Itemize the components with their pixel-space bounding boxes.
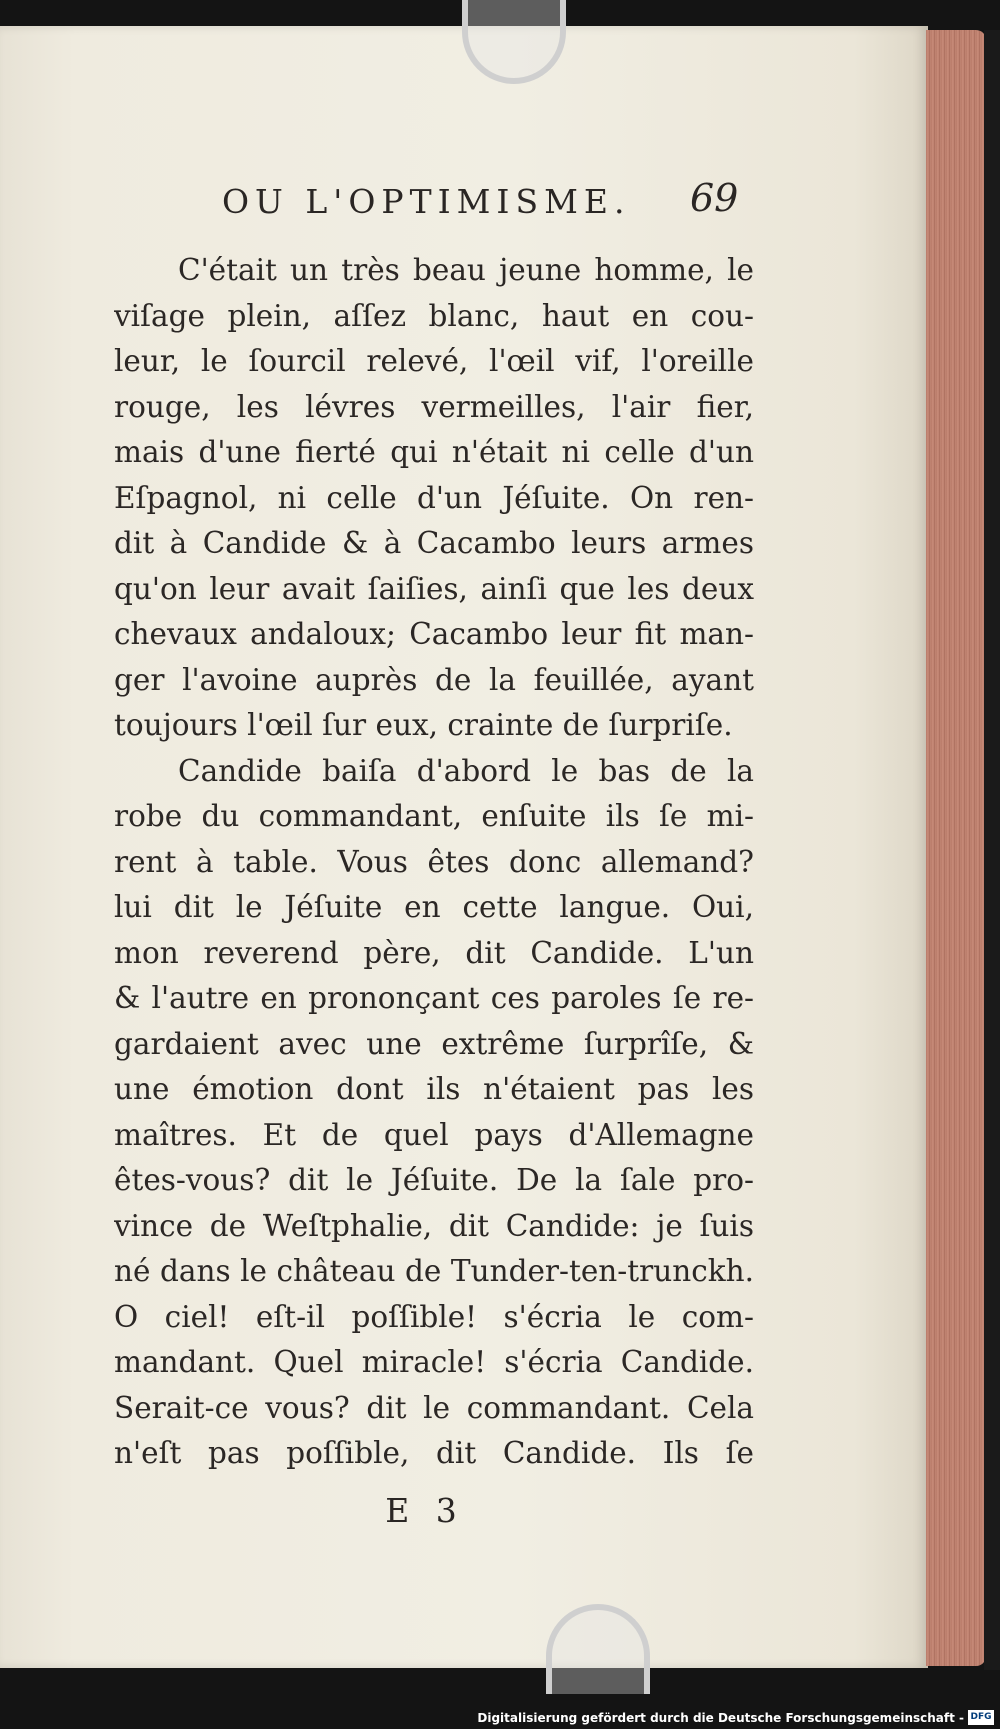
text-line: & l'autre en prononçant ces paroles ſe re- xyxy=(114,981,754,1015)
text-line: n'eſt pas poſſible, dit Candide. Ils ſe xyxy=(114,1436,754,1470)
dfg-logo: DFG xyxy=(968,1710,994,1725)
text-line: viſage plein, aſſez blanc, haut en cou- xyxy=(114,298,754,333)
text-line: Candide baiſa d'abord le bas de la xyxy=(178,753,754,788)
text-line: chevaux andaloux; Cacambo leur fit man- xyxy=(114,617,754,651)
text-line: une émotion dont ils n'étaient pas les xyxy=(114,1072,754,1106)
text-line: rent à table. Vous êtes donc allemand? xyxy=(114,844,754,879)
text-line: Serait-ce vous? dit le commandant. Cela xyxy=(114,1390,754,1425)
text-line: rouge, les lévres vermeilles, l'air fier, xyxy=(114,389,754,424)
text-line: robe du commandant, enſuite ils ſe mi- xyxy=(114,799,754,833)
text-line: dit à Candide & à Cacambo leurs armes xyxy=(114,526,754,560)
text-line: C'était un très beau jeune homme, le xyxy=(178,253,754,287)
text-line: vince de Weſtphalie, dit Candide: je ſuis xyxy=(114,1208,754,1243)
book-page xyxy=(0,26,928,1668)
text-line: toujours l'œil ſur eux, crainte de ſurpriſe. xyxy=(114,708,733,742)
text-line: mon reverend père, dit Candide. L'un xyxy=(114,935,754,970)
text-line: Eſpagnol, ni celle d'un Jéſuite. On ren- xyxy=(114,480,754,515)
signature-mark: E 3 xyxy=(385,1491,465,1530)
digitization-credit: Digitalisierung gefördert durch die Deutsche Forschungsgemeinschaft - xyxy=(477,1711,964,1725)
text-line: mandant. Quel miracle! s'écria Candide. xyxy=(114,1345,754,1379)
text-line: O ciel! eſt-il poſſible! s'écria le com- xyxy=(114,1299,754,1334)
page-number: 69 xyxy=(690,176,739,220)
text-line: gardaient avec une extrême ſurprîſe, & xyxy=(114,1026,754,1061)
text-line: êtes-vous? dit le Jéſuite. De la ſale pro- xyxy=(114,1163,754,1197)
text-line: ger l'avoine auprès de la feuillée, ayant xyxy=(114,662,754,697)
text-line: maîtres. Et de quel pays d'Allemagne xyxy=(114,1117,754,1152)
text-line: mais d'une fierté qui n'était ni celle d'un xyxy=(114,435,754,469)
text-line: lui dit le Jéſuite en cette langue. Oui, xyxy=(114,890,754,924)
text-line: né dans le château de Tunder-ten-trunckh. xyxy=(114,1254,754,1288)
binding-shadow xyxy=(984,30,1000,1670)
running-title: OU L'OPTIMISME. xyxy=(222,182,631,221)
page-body-text xyxy=(114,248,754,1477)
page-edge xyxy=(926,30,986,1666)
text-line: qu'on leur avait ſaiſies, ainſi que les deux xyxy=(114,571,754,606)
text-line: leur, le ſourcil relevé, l'œil vif, l'oreille xyxy=(114,344,754,378)
